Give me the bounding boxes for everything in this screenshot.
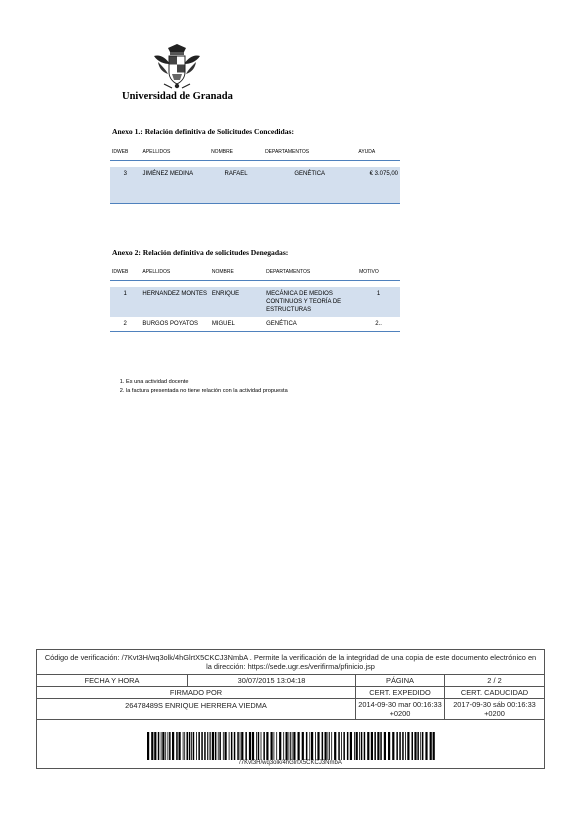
barcode-bar — [196, 732, 197, 760]
cell-idweb: 1 — [110, 287, 140, 317]
barcode-bar — [361, 732, 363, 760]
barcode-bar — [377, 732, 379, 760]
barcode-bar — [215, 732, 217, 760]
barcode-bar — [165, 732, 166, 760]
barcode-bar — [425, 732, 427, 760]
barcode-bar — [168, 732, 169, 760]
barcode-bar — [315, 732, 316, 760]
barcode-bar — [350, 732, 352, 760]
expedido-value: 2014-09-30 mar 00:16:33 +0200 — [356, 699, 445, 719]
barcode-bar — [311, 732, 313, 760]
barcode-bar — [240, 732, 241, 760]
barcode-bar — [212, 732, 214, 760]
barcode-bar — [154, 732, 156, 760]
barcode-bar — [191, 732, 192, 760]
barcode-bar — [234, 732, 236, 760]
table-row — [110, 287, 400, 317]
barcode-bar — [204, 732, 206, 760]
barcode-bar — [328, 732, 329, 760]
barcode-bar — [414, 732, 416, 760]
barcode-bar — [298, 732, 300, 760]
barcode-bar — [151, 732, 153, 760]
col-nombre: NOMBRE — [209, 144, 263, 161]
barcode-bar — [263, 732, 265, 760]
barcode-bar — [392, 732, 394, 760]
barcode-bar — [399, 732, 401, 760]
barcode-bar — [354, 732, 355, 760]
verification-row-date — [37, 675, 544, 687]
caducidad-label: CERT. CADUCIDAD — [460, 688, 529, 697]
cell-nombre: RAFAEL — [209, 167, 263, 204]
cell-departamento: MECÁNICA DE MEDIOS CONTINUOS Y TEORÍA DE ESTRUCTURAS — [264, 287, 357, 317]
barcode-bar — [290, 732, 291, 760]
barcode-bar — [237, 732, 239, 760]
annex2-title: Anexo 2: Relación definitiva de solicitudes Denegadas: — [112, 248, 289, 257]
university-name: Universidad de Granada — [122, 91, 233, 102]
barcode-bar — [359, 732, 360, 760]
coat-of-arms-icon — [152, 44, 202, 90]
table-header-row — [110, 144, 400, 161]
barcode-bar — [417, 732, 419, 760]
barcode-bar — [396, 732, 398, 760]
barcode-bar — [184, 732, 185, 760]
barcode-bar — [271, 732, 273, 760]
barcode-bar — [405, 732, 406, 760]
list-item: 1. Es una actividad docente — [126, 378, 288, 387]
col-idweb: IDWEB — [110, 144, 141, 161]
table-header-row — [110, 264, 400, 281]
cell-nombre: ENRIQUE — [210, 287, 264, 317]
barcode-bar — [367, 732, 369, 760]
col-idweb: IDWEB — [110, 264, 140, 281]
table-row — [110, 167, 400, 204]
annex2-table — [110, 264, 400, 332]
barcode-bar — [292, 732, 293, 760]
barcode-bar — [430, 732, 432, 760]
col-apellidos: APELLIDOS — [141, 144, 210, 161]
cell-departamento: GENÉTICA — [263, 167, 356, 204]
barcode-bar — [283, 732, 284, 760]
barcode-bar — [258, 732, 260, 760]
barcode-area — [37, 720, 544, 769]
denial-reasons-list — [112, 378, 288, 396]
barcode-bar — [249, 732, 251, 760]
barcode-bar — [210, 732, 211, 760]
barcode-bar — [193, 732, 195, 760]
barcode-bar — [218, 732, 219, 760]
barcode-bar — [256, 732, 257, 760]
verification-row-values — [37, 699, 544, 720]
barcode-bar — [338, 732, 340, 760]
col-motivo: MOTIVO — [357, 264, 400, 281]
pagina-label: PÁGINA — [356, 675, 445, 686]
cell-apellidos: HERNANDEZ MONTES — [140, 287, 209, 317]
barcode-bar — [384, 732, 386, 760]
barcode-bar — [176, 732, 178, 760]
table-row — [110, 317, 400, 332]
barcode-bar — [179, 732, 181, 760]
barcode-bar — [169, 732, 171, 760]
barcode-bar — [219, 732, 221, 760]
barcode-bar — [161, 732, 162, 760]
cell-nombre: MIGUEL — [210, 317, 264, 332]
fecha-value: 30/07/2015 13:04:18 — [188, 675, 356, 686]
cell-ayuda: € 3.075,00 — [356, 167, 400, 204]
barcode-bar — [309, 732, 310, 760]
verification-box — [36, 649, 545, 769]
pagina-value: 2 / 2 — [487, 676, 502, 685]
barcode-bar — [245, 732, 247, 760]
barcode-bar — [147, 732, 149, 760]
col-departamentos: DEPARTAMENTOS — [263, 144, 356, 161]
cell-motivo: 2.. — [357, 317, 400, 332]
col-departamentos: DEPARTAMENTOS — [264, 264, 357, 281]
cell-apellidos: BURGOS POYATOS — [140, 317, 209, 332]
cell-apellidos: JIMÉNEZ MEDINA — [141, 167, 210, 204]
annex1-title: Anexo 1.: Relación definitiva de Solicitudes Concedidas: — [112, 127, 295, 136]
barcode-bar — [172, 732, 174, 760]
barcode-bar — [322, 732, 324, 760]
annex1-table — [110, 144, 400, 204]
barcode-bar — [407, 732, 409, 760]
barcode-text: /7Kvt3H/wq3olk/4hGlrtX5CKCJ3NmbA — [239, 760, 342, 766]
barcode-bar — [241, 732, 243, 760]
barcode-bar — [325, 732, 327, 760]
barcode-bar — [289, 732, 290, 760]
barcode-bar — [162, 732, 164, 760]
barcode-bar — [356, 732, 358, 760]
barcode-bar — [433, 732, 435, 760]
barcode-bar — [302, 732, 304, 760]
barcode-bar — [261, 732, 262, 760]
barcode-bar — [225, 732, 227, 760]
barcode-bar — [334, 732, 336, 760]
caducidad-value: 2017-09-30 sáb 00:16:33 +0200 — [453, 700, 536, 718]
barcode-bar — [371, 732, 373, 760]
barcode-bar — [274, 732, 275, 760]
verification-row-headers — [37, 687, 544, 699]
barcode-bar — [306, 732, 308, 760]
barcode-bar — [223, 732, 224, 760]
cell-idweb: 2 — [110, 317, 140, 332]
barcode-bar — [207, 732, 208, 760]
barcode-bar — [388, 732, 390, 760]
barcode-icon — [147, 732, 435, 760]
barcode-bar — [341, 732, 342, 760]
barcode-bar — [276, 732, 277, 760]
barcode-bar — [293, 732, 295, 760]
barcode-bar — [229, 732, 230, 760]
barcode-bar — [374, 732, 376, 760]
barcode-bar — [402, 732, 404, 760]
barcode-bar — [412, 732, 414, 760]
list-item: 2. la factura presentada no tiene relación con la actividad propuesta — [126, 387, 288, 396]
verification-code-text: Código de verificación: /7Kvt3H/wq3olk/4hGlrtX5CKCJ3NmbA . Permite la verificación de la integridad de una copia de este documento electrónico en la dirección: https://sede.ugr.es/verifirma/pfinicio.jsp — [37, 650, 544, 675]
barcode-bar — [158, 732, 160, 760]
barcode-bar — [266, 732, 268, 760]
barcode-bar — [187, 732, 189, 760]
col-apellidos: APELLIDOS — [140, 264, 209, 281]
barcode-bar — [198, 732, 200, 760]
barcode-bar — [252, 732, 254, 760]
barcode-bar — [364, 732, 366, 760]
barcode-bar — [420, 732, 421, 760]
barcode-bar — [317, 732, 319, 760]
barcode-bar — [209, 732, 210, 760]
barcode-bar — [279, 732, 281, 760]
barcode-bar — [189, 732, 191, 760]
firmado-label: FIRMADO POR — [37, 687, 356, 698]
col-ayuda: AYUDA — [356, 144, 400, 161]
fecha-label: FECHA Y HORA — [37, 675, 188, 686]
barcode-bar — [422, 732, 424, 760]
barcode-bar — [343, 732, 345, 760]
cell-departamento: GENÉTICA — [264, 317, 357, 332]
barcode-bar — [380, 732, 382, 760]
barcode-bar — [201, 732, 203, 760]
barcode-bar — [347, 732, 349, 760]
barcode-bar — [183, 732, 184, 760]
col-nombre: NOMBRE — [210, 264, 264, 281]
cell-motivo: 1 — [357, 287, 400, 317]
barcode-bar — [286, 732, 288, 760]
expedido-label: CERT. EXPEDIDO — [356, 687, 445, 698]
barcode-bar — [329, 732, 330, 760]
barcode-bar — [231, 732, 233, 760]
firmante-value: 26478489S ENRIQUE HERRERA VIEDMA — [37, 699, 356, 719]
barcode-bar — [331, 732, 332, 760]
cell-idweb: 3 — [110, 167, 141, 204]
